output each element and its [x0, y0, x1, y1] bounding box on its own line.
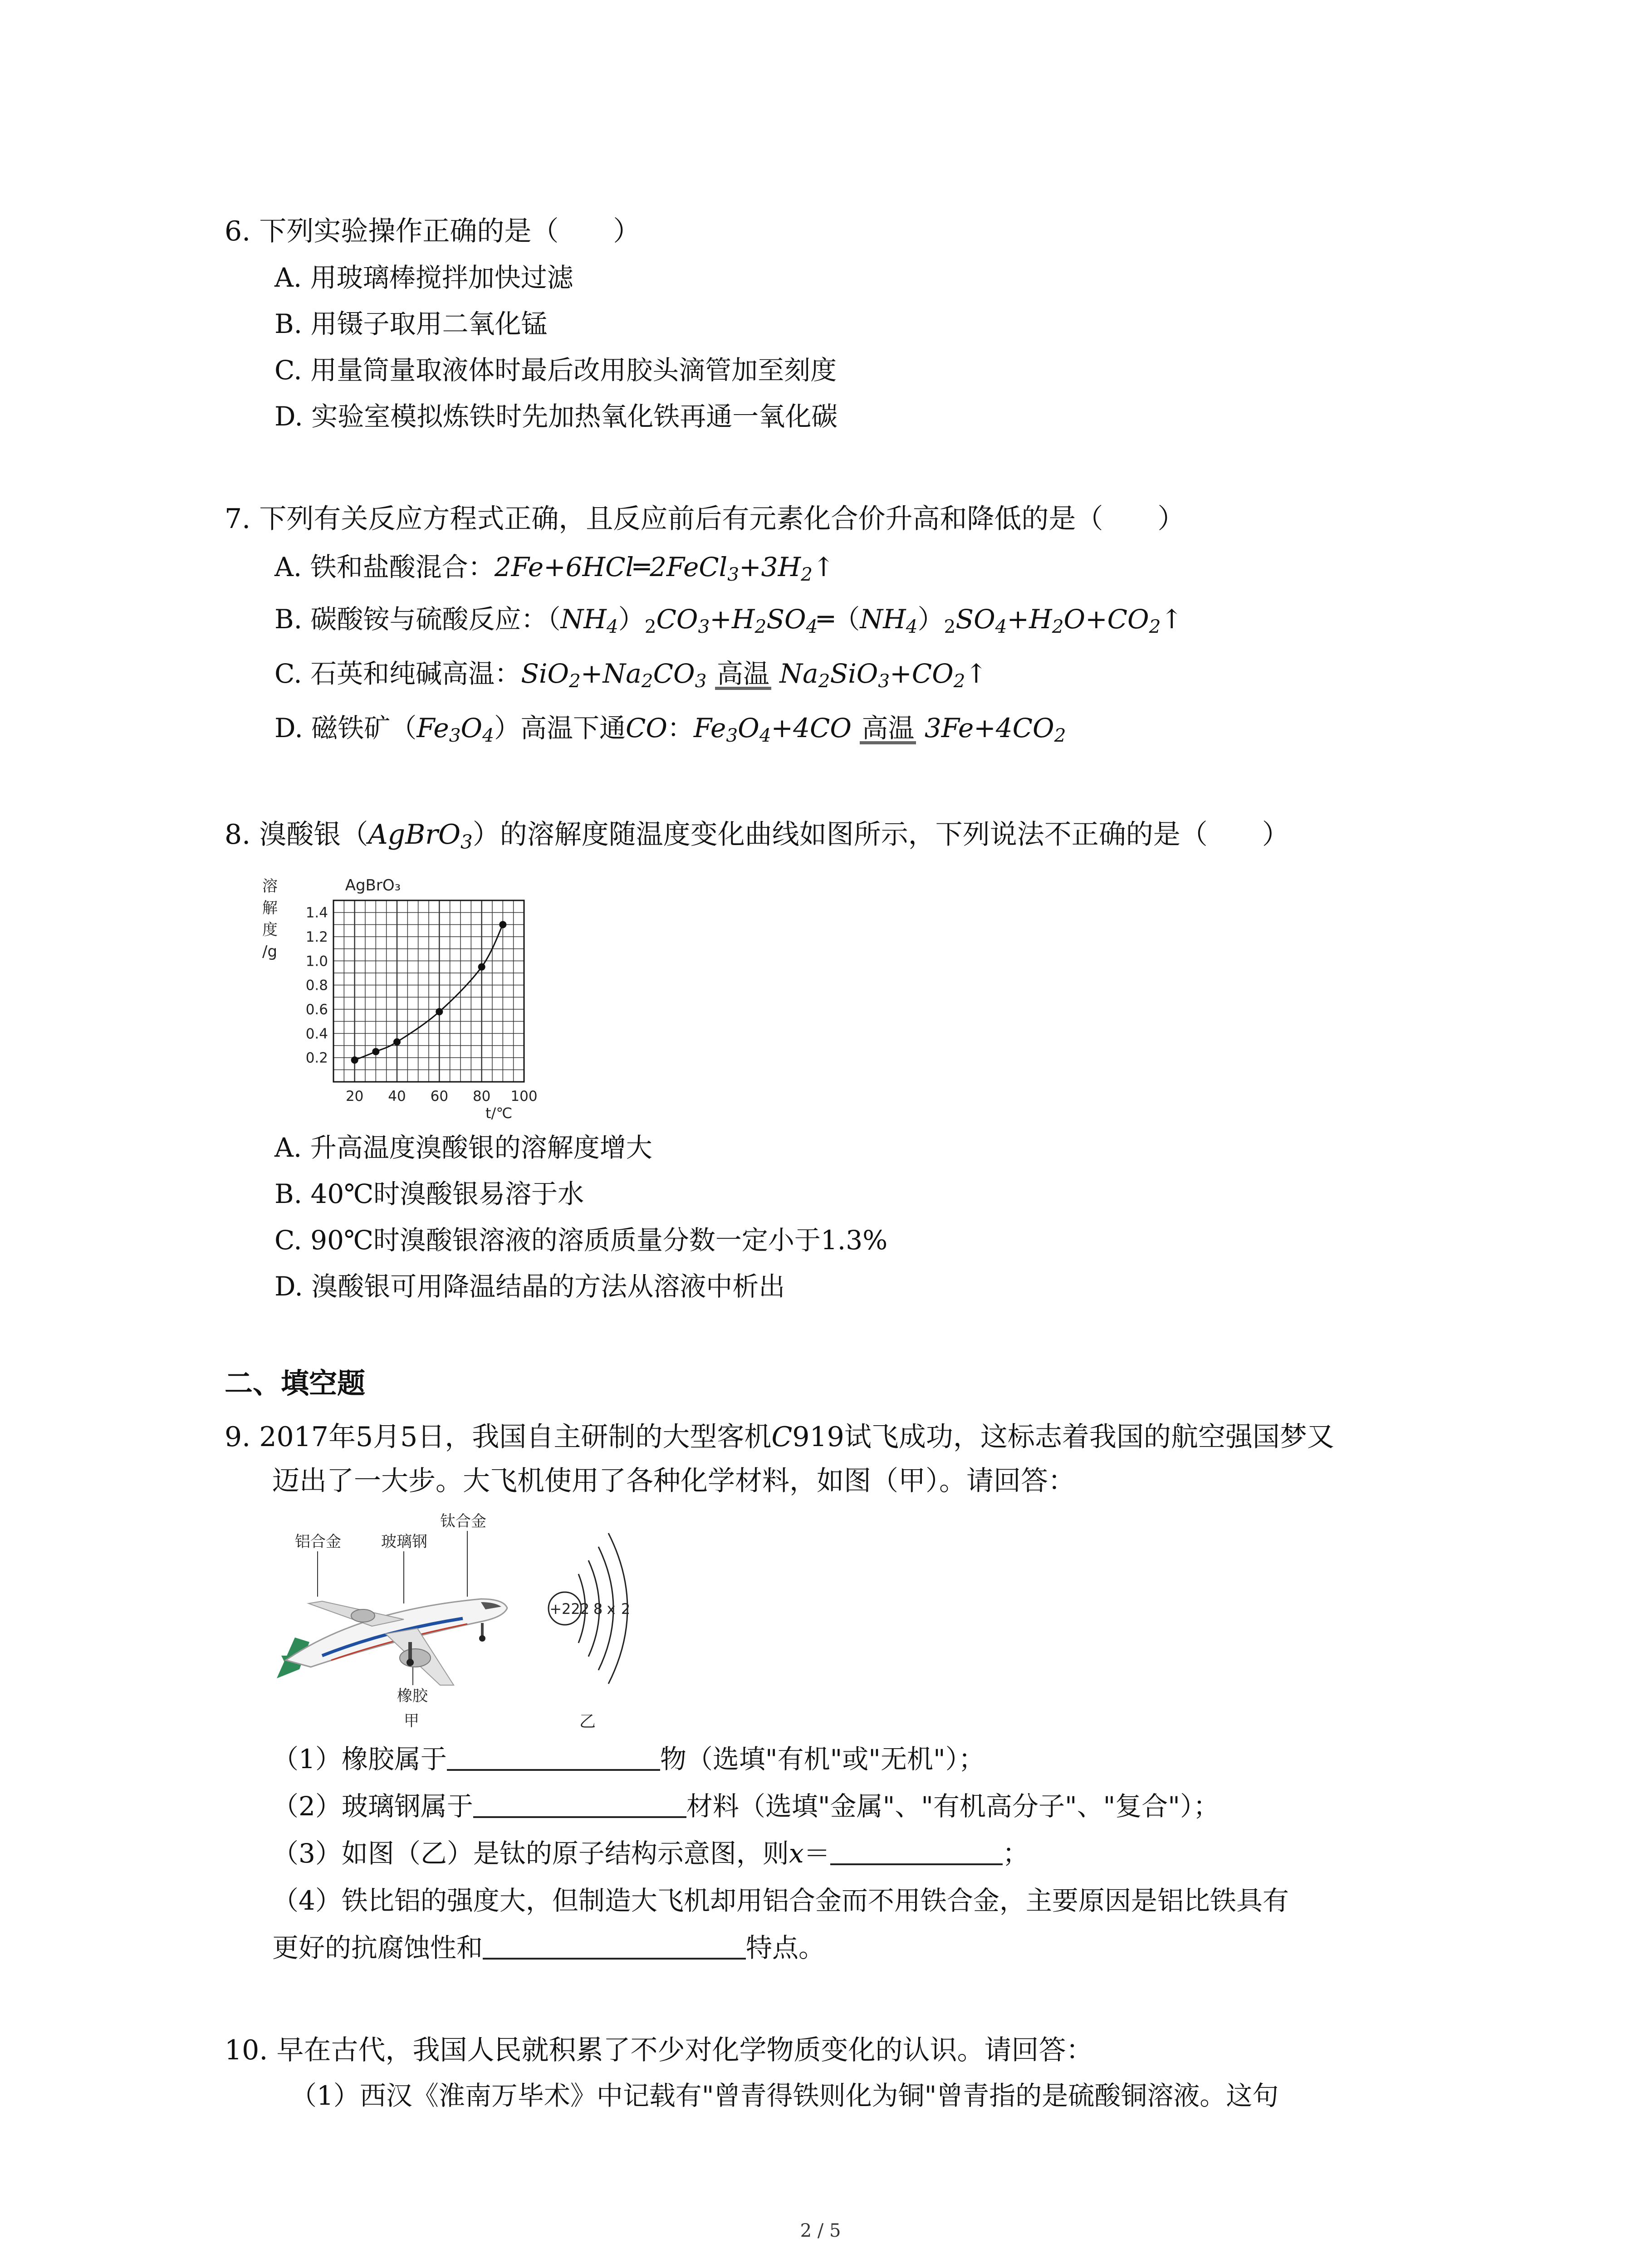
x-tick-label: 40: [388, 1088, 406, 1105]
question-6-option-d: D. 实验室模拟炼铁时先加热氧化铁再通一氧化碳: [274, 401, 838, 432]
sub-2-pre: （2）玻璃钢属于: [272, 1791, 473, 1822]
question-6-stem: 6. 下列实验操作正确的是（ ）: [225, 215, 641, 247]
answer-blank-1[interactable]: [447, 1745, 660, 1771]
question-8-option-b: B. 40℃时溴酸银易溶于水: [274, 1178, 584, 1209]
section-title: 二、填空题: [225, 1367, 366, 1400]
y-tick-label: 1.4: [305, 904, 328, 921]
question-9-stem-line2: 迈出了一大步。大飞机使用了各种化学材料，如图（甲）。请回答：: [272, 1465, 1075, 1497]
shell-3-electrons: x: [607, 1600, 616, 1618]
label-rubber: 橡胶: [397, 1687, 428, 1705]
figure-jia-airplane: [268, 1506, 522, 1733]
sub-1-pre: （1）橡胶属于: [272, 1744, 447, 1774]
y-tick-label: 0.6: [305, 1002, 328, 1018]
question-9-stem-part2: 试飞成功，这标志着我国的航空强国梦又: [844, 1421, 1334, 1453]
question-6-option-b: B. 用镊子取用二氧化锰: [274, 308, 548, 339]
nucleus-charge: +22: [549, 1600, 580, 1618]
question-7-option-a: A. 铁和盐酸混合：2Fe+6HCl═2FeCl3+3H2↑: [274, 552, 835, 586]
x-ticks: [346, 1088, 538, 1105]
question-7-option-d: D. 磁铁矿（Fe3O4）高温下通CO：Fe3O4+4CO 高温 3Fe+4CO2: [274, 713, 1066, 747]
sub-3-post: ；: [1002, 1838, 1029, 1869]
y-tick-label: 0.4: [305, 1026, 328, 1042]
y-tick-label: 0.8: [305, 977, 328, 994]
question-8-stem: 8. 溴酸银（AgBrO3）的溶解度随温度变化曲线如图所示，下列说法不正确的是（ ）: [225, 819, 1289, 853]
label-titanium-alloy: 钛合金: [440, 1512, 486, 1530]
page-number: 2 / 5: [800, 2220, 841, 2241]
reaction-condition: 高温: [715, 660, 771, 690]
y-ticks: [306, 905, 328, 1066]
option-d-colon: ：: [667, 713, 694, 743]
airplane-icon: [277, 1599, 507, 1685]
x-axis-label: t/℃: [485, 1105, 513, 1122]
question-6-option-a: A. 用玻璃棒搅拌加快过滤: [274, 262, 573, 293]
x-tick-label: 20: [345, 1088, 364, 1105]
option-d-mid: ）高温下通: [494, 713, 626, 743]
sub-1-post: 物（选填"有机"或"无机"）；: [660, 1744, 985, 1774]
x-tick-label: 100: [510, 1088, 538, 1105]
answer-blank-3[interactable]: [830, 1840, 1003, 1865]
data-point: [436, 1008, 443, 1015]
chart-grid: [333, 900, 524, 1082]
data-point: [478, 963, 485, 971]
chart-title: AgBrO₃: [345, 876, 401, 894]
data-point: [372, 1048, 379, 1055]
x-tick-label: 80: [472, 1088, 491, 1105]
x-tick-label: 60: [430, 1088, 449, 1105]
question-7-option-c: C. 石英和纯碱高温：SiO2+Na2CO3 高温 Na2SiO3+CO2↑: [274, 658, 988, 692]
label-fiberglass: 玻璃钢: [381, 1533, 427, 1551]
question-9-sub-3: （3）如图（乙）是钛的原子结构示意图，则x＝ ；: [272, 1838, 1029, 1869]
question-8-option-d: D. 溴酸银可用降温结晶的方法从溶液中析出: [274, 1271, 785, 1302]
question-7-stem: 7. 下列有关反应方程式正确，且反应前后有元素化合价升高和降低的是（ ）: [225, 503, 1185, 535]
question-6-option-c: C. 用量筒量取液体时最后改用胶头滴管加至刻度: [274, 355, 837, 386]
reaction-condition: 高温: [860, 715, 916, 744]
option-b-label: B. 碳酸铵与硫酸反应：: [274, 604, 548, 635]
answer-blank-4[interactable]: [483, 1934, 746, 1960]
question-10-stem: 10. 早在古代，我国人民就积累了不少对化学物质变化的认识。请回答：: [225, 2034, 1093, 2066]
question-9-stem-part1: 9. 2017年5月5日，我国自主研制的大型客机: [225, 1421, 772, 1453]
answer-blank-2[interactable]: [473, 1793, 686, 1818]
sub-3-pre: （3）如图（乙）是钛的原子结构示意图，则: [272, 1838, 789, 1869]
y-tick-label: 0.2: [305, 1050, 328, 1066]
option-c-label: C. 石英和纯碱高温：: [274, 658, 521, 689]
question-8-option-a: A. 升高温度溴酸银的溶解度增大: [274, 1132, 652, 1163]
question-8-stem-post: ）的溶解度随温度变化曲线如图所示，下列说法不正确的是（ ）: [472, 819, 1289, 850]
data-point: [351, 1056, 358, 1064]
sub-2-post: 材料（选填"金属"、"有机高分子"、"复合"）；: [686, 1791, 1220, 1822]
question-9-sub-4-line1: （4）铁比铝的强度大，但制造大飞机却用铝合金而不用铁合金，主要原因是铝比铁具有: [272, 1885, 1289, 1916]
figure-yi-atom-structure: [533, 1524, 669, 1733]
question-8-option-c: C. 90℃时溴酸银溶液的溶质质量分数一定小于1.3%: [274, 1225, 888, 1256]
question-9-stem-line1: 9. 2017年5月5日，我国自主研制的大型客机C919试飞成功，这标志着我国的航空强国梦又: [225, 1421, 1334, 1453]
sub-4-post: 特点。: [746, 1932, 825, 1963]
option-d-label: D. 磁铁矿（: [274, 713, 417, 743]
solubility-chart: [254, 864, 544, 1123]
y-axis-label: 溶解度/g: [262, 877, 278, 961]
shell-1-electrons: 2: [580, 1600, 590, 1618]
question-7-option-b: B. 碳酸铵与硫酸反应：（NH4）2CO3+H2SO4═（NH4）2SO4+H2O+CO2↑: [274, 604, 1183, 638]
y-tick-label: 1.2: [305, 929, 328, 945]
data-point: [499, 921, 506, 928]
label-aluminum-alloy: 铝合金: [295, 1533, 341, 1551]
figure-jia-caption: 甲: [404, 1712, 419, 1730]
question-9-sub-1: [272, 1741, 985, 1777]
question-10-sub-1: （1）西汉《淮南万毕术》中记载有"曾青得铁则化为铜"曾青指的是硫酸铜溶液。这句: [290, 2080, 1279, 2111]
figure-yi-caption: 乙: [579, 1712, 596, 1731]
y-tick-label: 1.0: [305, 953, 328, 970]
question-9-sub-2: [272, 1788, 1220, 1824]
option-a-label: A. 铁和盐酸混合：: [274, 552, 495, 582]
question-8-stem-pre: 8. 溴酸银（: [225, 819, 368, 850]
data-point: [393, 1038, 401, 1046]
shell-4-electrons: 2: [621, 1600, 631, 1618]
shell-2-electrons: 8: [593, 1600, 603, 1618]
question-9-sub-4-line2: [272, 1930, 825, 1966]
sub-4-pre: 更好的抗腐蚀性和: [272, 1932, 483, 1963]
